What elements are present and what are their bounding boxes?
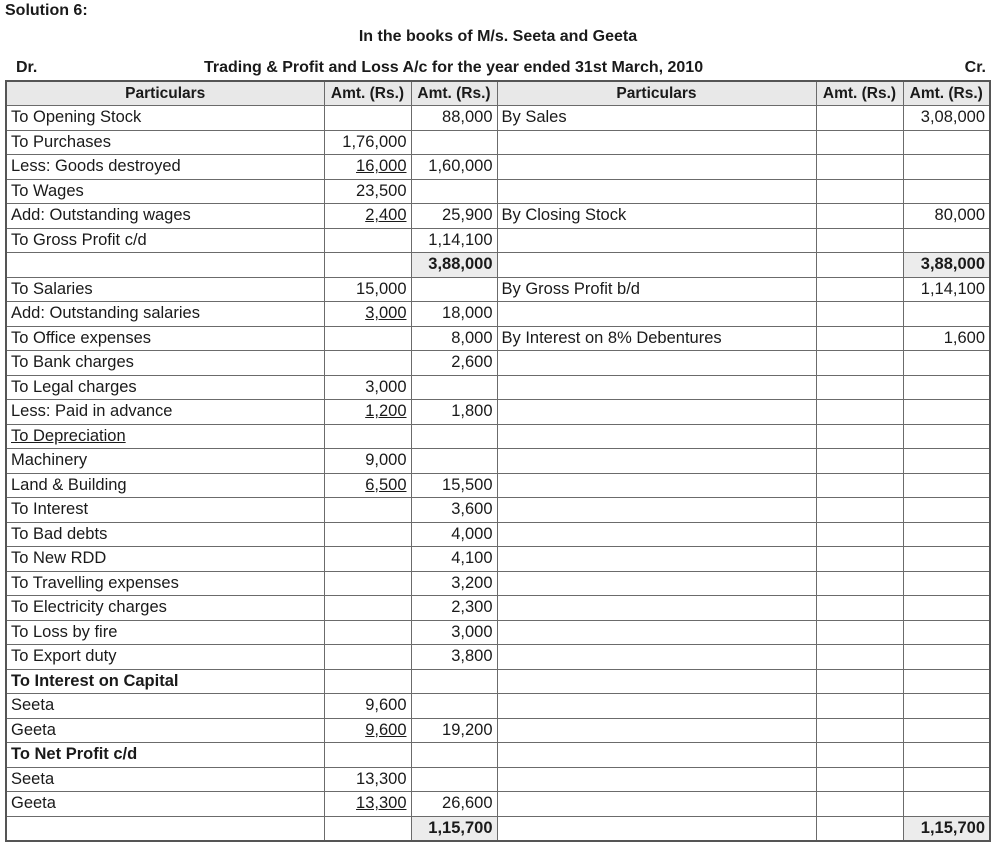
debit-particulars-cell [6,767,324,792]
debit-amount-1-text: 16,000 [356,157,407,176]
credit-amount-2-text: 1,15,700 [920,818,985,837]
debit-amount-2-cell [411,204,497,229]
debit-particulars-text: To Interest on Capital [11,671,179,690]
credit-particulars-cell [497,204,816,229]
debit-amount-2-text: 4,000 [451,524,493,543]
credit-amount-2-cell [903,302,990,327]
credit-amount-2-cell [903,767,990,792]
credit-amount-1-cell [816,400,903,425]
table-row [6,718,990,743]
debit-amount-2-cell [411,792,497,817]
credit-amount-2-cell [903,669,990,694]
debit-particulars-text: Land & Building [11,475,127,494]
debit-particulars-text: To Gross Profit c/d [11,230,147,249]
credit-amount-1-cell [816,277,903,302]
credit-particulars-cell [497,155,816,180]
debit-amount-1-text: 6,500 [365,475,407,494]
table-row [6,767,990,792]
debit-amount-1-cell [324,351,411,376]
header-debit-particulars: Particulars [6,81,324,106]
credit-amount-2-cell [903,571,990,596]
table-row [6,228,990,253]
credit-amount-2-cell [903,106,990,131]
debit-particulars-cell [6,694,324,719]
table-row [6,449,990,474]
debit-amount-1-cell [324,424,411,449]
debit-particulars-cell [6,669,324,694]
credit-amount-2-cell [903,375,990,400]
debit-amount-1-text: 13,300 [356,794,407,813]
debit-amount-2-cell [411,645,497,670]
table-row [6,669,990,694]
debit-amount-1-cell [324,547,411,572]
debit-amount-2-text: 1,800 [451,402,493,421]
debit-particulars-cell [6,571,324,596]
debit-amount-2-cell [411,743,497,768]
debit-particulars-cell [6,547,324,572]
credit-particulars-cell [497,302,816,327]
credit-particulars-cell [497,620,816,645]
debit-particulars-text: To Wages [11,181,84,200]
debit-amount-2-cell [411,302,497,327]
credit-amount-2-cell [903,547,990,572]
debit-amount-1-text: 9,000 [365,451,407,470]
debit-particulars-text: To Bank charges [11,353,134,372]
debit-amount-2-cell [411,767,497,792]
credit-particulars-cell [497,473,816,498]
debit-amount-2-cell [411,228,497,253]
debit-particulars-cell [6,351,324,376]
credit-amount-1-cell [816,179,903,204]
debit-amount-1-cell [324,253,411,278]
debit-particulars-cell [6,155,324,180]
credit-amount-1-cell [816,326,903,351]
debit-particulars-cell [6,106,324,131]
debit-amount-2-cell [411,669,497,694]
debit-amount-1-text: 3,000 [365,377,407,396]
credit-particulars-cell [497,816,816,841]
debit-particulars-cell [6,596,324,621]
credit-amount-2-cell [903,179,990,204]
account-title: Trading & Profit and Loss A/c for the year ended 31st March, 2010 [204,59,704,76]
credit-particulars-cell [497,179,816,204]
debit-particulars-text: To Net Profit c/d [11,745,138,764]
debit-amount-2-cell [411,277,497,302]
header-debit-amount-2: Amt. (Rs.) [411,81,497,106]
debit-particulars-cell [6,792,324,817]
debit-amount-2-text: 3,000 [451,622,493,641]
credit-amount-1-cell [816,473,903,498]
table-row [6,155,990,180]
total-row [6,253,990,278]
credit-amount-2-cell [903,449,990,474]
credit-amount-2-cell [903,277,990,302]
debit-amount-1-cell [324,473,411,498]
debit-amount-1-cell [324,498,411,523]
table-row [6,204,990,229]
credit-particulars-cell [497,571,816,596]
table-row [6,179,990,204]
credit-particulars-cell [497,228,816,253]
debit-particulars-text: To Legal charges [11,377,137,396]
debit-particulars-text: To Purchases [11,132,111,151]
debit-amount-2-text: 3,600 [451,500,493,519]
credit-amount-2-cell [903,620,990,645]
credit-amount-2-cell [903,204,990,229]
debit-amount-1-text: 3,000 [365,304,407,323]
debit-amount-2-cell [411,449,497,474]
credit-amount-2-cell [903,155,990,180]
table-body [6,106,990,842]
debit-amount-2-text: 25,900 [442,206,493,225]
debit-particulars-cell [6,424,324,449]
credit-particulars-cell [497,400,816,425]
credit-amount-1-cell [816,253,903,278]
credit-particulars-cell [497,277,816,302]
debit-particulars-text: To Opening Stock [11,108,142,127]
table-row [6,743,990,768]
credit-amount-2-cell [903,253,990,278]
credit-amount-2-text: 3,88,000 [920,255,985,274]
debit-amount-1-text: 9,600 [365,696,407,715]
debit-amount-2-text: 2,600 [451,353,493,372]
credit-amount-2-cell [903,473,990,498]
credit-particulars-cell [497,449,816,474]
debit-particulars-text: To Export duty [11,647,117,666]
credit-particulars-cell [497,718,816,743]
debit-amount-2-cell [411,130,497,155]
debit-particulars-text: To Bad debts [11,524,108,543]
debit-amount-2-text: 18,000 [442,304,493,323]
debit-amount-2-cell [411,424,497,449]
table-row [6,106,990,131]
debit-amount-1-cell [324,400,411,425]
debit-amount-2-cell [411,718,497,743]
credit-amount-1-cell [816,106,903,131]
table-row [6,694,990,719]
debit-amount-1-text: 1,200 [365,402,407,421]
debit-particulars-cell [6,253,324,278]
header-debit-amount-1: Amt. (Rs.) [324,81,411,106]
table-row [6,277,990,302]
credit-particulars-cell [497,669,816,694]
debit-amount-1-cell [324,571,411,596]
credit-amount-1-cell [816,155,903,180]
debit-amount-1-cell [324,792,411,817]
debit-particulars-text: To Loss by fire [11,622,118,641]
credit-amount-1-cell [816,522,903,547]
debit-amount-2-cell [411,816,497,841]
credit-amount-1-cell [816,204,903,229]
debit-amount-2-text: 19,200 [442,720,493,739]
trading-profit-loss-account-table [5,80,991,842]
debit-amount-1-text: 1,76,000 [342,132,407,151]
debit-particulars-cell [6,743,324,768]
header-credit-amount-2: Amt. (Rs.) [903,81,990,106]
debit-amount-2-text: 1,60,000 [428,157,493,176]
debit-particulars-cell [6,228,324,253]
debit-particulars-cell [6,522,324,547]
debit-amount-1-cell [324,179,411,204]
credit-label: Cr. [964,59,986,76]
debit-amount-2-cell [411,522,497,547]
credit-amount-1-cell [816,571,903,596]
credit-particulars-cell [497,792,816,817]
debit-amount-1-text: 2,400 [365,206,407,225]
debit-amount-2-text: 26,600 [442,794,493,813]
credit-amount-1-cell [816,694,903,719]
debit-amount-2-cell [411,375,497,400]
debit-amount-2-cell [411,694,497,719]
debit-amount-2-cell [411,253,497,278]
credit-amount-2-cell [903,718,990,743]
debit-amount-1-cell [324,449,411,474]
debit-amount-2-cell [411,106,497,131]
credit-amount-2-cell [903,130,990,155]
header-credit-particulars: Particulars [497,81,816,106]
credit-amount-1-cell [816,449,903,474]
debit-particulars-text: To Travelling expenses [11,573,179,592]
credit-amount-1-cell [816,375,903,400]
debit-amount-1-cell [324,277,411,302]
header-credit-amount-1: Amt. (Rs.) [816,81,903,106]
debit-amount-2-cell [411,547,497,572]
credit-amount-2-cell [903,792,990,817]
debit-particulars-text: Less: Paid in advance [11,402,173,421]
credit-amount-1-cell [816,792,903,817]
debit-particulars-cell [6,620,324,645]
debit-amount-2-text: 3,200 [451,573,493,592]
credit-amount-2-cell [903,351,990,376]
debit-particulars-cell [6,718,324,743]
table-row [6,326,990,351]
credit-amount-1-cell [816,743,903,768]
credit-amount-2-text: 1,14,100 [920,279,985,298]
debit-particulars-text: Add: Outstanding salaries [11,304,200,323]
credit-particulars-cell [497,375,816,400]
debit-particulars-text: Geeta [11,794,56,813]
debit-amount-1-cell [324,522,411,547]
credit-particulars-text: By Closing Stock [501,206,627,225]
credit-particulars-cell [497,424,816,449]
credit-particulars-cell [497,547,816,572]
credit-amount-2-cell [903,816,990,841]
debit-amount-2-text: 88,000 [442,108,493,127]
credit-amount-2-cell [903,228,990,253]
debit-particulars-text: Geeta [11,720,56,739]
credit-amount-2-cell [903,424,990,449]
debit-amount-1-cell [324,767,411,792]
debit-particulars-cell [6,375,324,400]
debit-amount-1-cell [324,375,411,400]
table-row [6,424,990,449]
debit-amount-2-cell [411,326,497,351]
debit-particulars-cell [6,816,324,841]
credit-amount-1-cell [816,669,903,694]
table-row [6,400,990,425]
debit-amount-2-text: 8,000 [451,328,493,347]
credit-amount-1-cell [816,767,903,792]
credit-particulars-text: By Gross Profit b/d [501,279,640,298]
credit-particulars-cell [497,130,816,155]
credit-particulars-cell [497,326,816,351]
debit-amount-2-cell [411,620,497,645]
credit-amount-2-cell [903,743,990,768]
debit-particulars-text: To Interest [11,500,89,519]
debit-amount-1-text: 15,000 [356,279,407,298]
credit-amount-1-cell [816,302,903,327]
debit-amount-1-cell [324,645,411,670]
debit-amount-1-cell [324,718,411,743]
table-row [6,375,990,400]
debit-amount-1-cell [324,326,411,351]
credit-amount-1-cell [816,424,903,449]
debit-particulars-text: To Office expenses [11,328,152,347]
debit-amount-2-cell [411,179,497,204]
debit-amount-1-cell [324,816,411,841]
table-row [6,351,990,376]
credit-amount-1-cell [816,718,903,743]
debit-particulars-cell [6,302,324,327]
credit-particulars-cell [497,645,816,670]
debit-particulars-cell [6,449,324,474]
debit-amount-1-text: 9,600 [365,720,407,739]
debit-amount-2-text: 15,500 [442,475,493,494]
credit-particulars-cell [497,253,816,278]
credit-amount-2-cell [903,400,990,425]
table-row [6,130,990,155]
table-row [6,571,990,596]
credit-amount-1-cell [816,130,903,155]
credit-amount-2-cell [903,596,990,621]
debit-amount-1-text: 23,500 [356,181,407,200]
credit-amount-1-cell [816,228,903,253]
credit-particulars-cell [497,767,816,792]
debit-amount-2-cell [411,571,497,596]
table-row [6,473,990,498]
debit-particulars-cell [6,130,324,155]
credit-amount-2-text: 3,08,000 [920,108,985,127]
debit-amount-2-cell [411,596,497,621]
debit-particulars-text: Add: Outstanding wages [11,206,191,225]
debit-amount-2-cell [411,351,497,376]
table-row [6,645,990,670]
credit-amount-2-cell [903,694,990,719]
debit-particulars-cell [6,400,324,425]
debit-amount-1-cell [324,669,411,694]
debit-label: Dr. [16,59,38,76]
credit-amount-2-cell [903,522,990,547]
credit-amount-1-cell [816,351,903,376]
debit-particulars-cell [6,645,324,670]
credit-amount-1-cell [816,498,903,523]
table-row [6,596,990,621]
debit-particulars-cell [6,179,324,204]
debit-particulars-text: To Salaries [11,279,93,298]
credit-particulars-cell [497,743,816,768]
debit-particulars-cell [6,326,324,351]
debit-particulars-text: To Depreciation [11,426,126,445]
debit-amount-2-text: 3,88,000 [428,255,493,274]
debit-amount-2-cell [411,155,497,180]
credit-amount-2-text: 1,600 [943,328,985,347]
credit-amount-2-text: 80,000 [934,206,985,225]
debit-amount-2-cell [411,473,497,498]
debit-amount-1-cell [324,130,411,155]
credit-particulars-cell [497,522,816,547]
table-header-row [6,81,990,106]
solution-heading: Solution 6: [5,2,88,19]
table-row [6,498,990,523]
debit-particulars-cell [6,498,324,523]
credit-amount-1-cell [816,596,903,621]
credit-amount-1-cell [816,816,903,841]
debit-amount-1-cell [324,743,411,768]
debit-amount-1-cell [324,106,411,131]
credit-amount-1-cell [816,547,903,572]
credit-particulars-cell [497,351,816,376]
table-row [6,522,990,547]
credit-amount-1-cell [816,620,903,645]
total-row [6,816,990,841]
table-row [6,302,990,327]
debit-particulars-text: Less: Goods destroyed [11,157,181,176]
debit-amount-2-text: 4,100 [451,549,493,568]
debit-amount-1-cell [324,694,411,719]
debit-amount-1-cell [324,302,411,327]
debit-amount-2-cell [411,498,497,523]
table-row [6,547,990,572]
debit-particulars-cell [6,204,324,229]
debit-amount-2-cell [411,400,497,425]
credit-particulars-cell [497,596,816,621]
credit-particulars-cell [497,106,816,131]
debit-particulars-text: Machinery [11,451,88,470]
credit-amount-1-cell [816,645,903,670]
credit-particulars-text: By Sales [501,108,567,127]
debit-amount-2-text: 1,14,100 [428,230,493,249]
credit-amount-2-cell [903,498,990,523]
debit-amount-1-cell [324,620,411,645]
debit-amount-2-text: 3,800 [451,647,493,666]
debit-particulars-cell [6,277,324,302]
debit-amount-1-cell [324,155,411,180]
debit-particulars-cell [6,473,324,498]
table-row [6,792,990,817]
debit-amount-1-cell [324,204,411,229]
credit-particulars-cell [497,694,816,719]
credit-particulars-cell [497,498,816,523]
credit-particulars-text: By Interest on 8% Debentures [501,328,722,347]
books-title: In the books of M/s. Seeta and Geeta [358,28,638,45]
table-row [6,620,990,645]
debit-amount-1-cell [324,228,411,253]
debit-particulars-text: Seeta [11,696,55,715]
debit-particulars-text: To Electricity charges [11,598,167,617]
debit-amount-1-text: 13,300 [356,769,407,788]
debit-amount-2-text: 1,15,700 [428,818,493,837]
credit-amount-2-cell [903,645,990,670]
debit-particulars-text: To New RDD [11,549,107,568]
debit-amount-2-text: 2,300 [451,598,493,617]
debit-amount-1-cell [324,596,411,621]
debit-particulars-text: Seeta [11,769,55,788]
credit-amount-2-cell [903,326,990,351]
